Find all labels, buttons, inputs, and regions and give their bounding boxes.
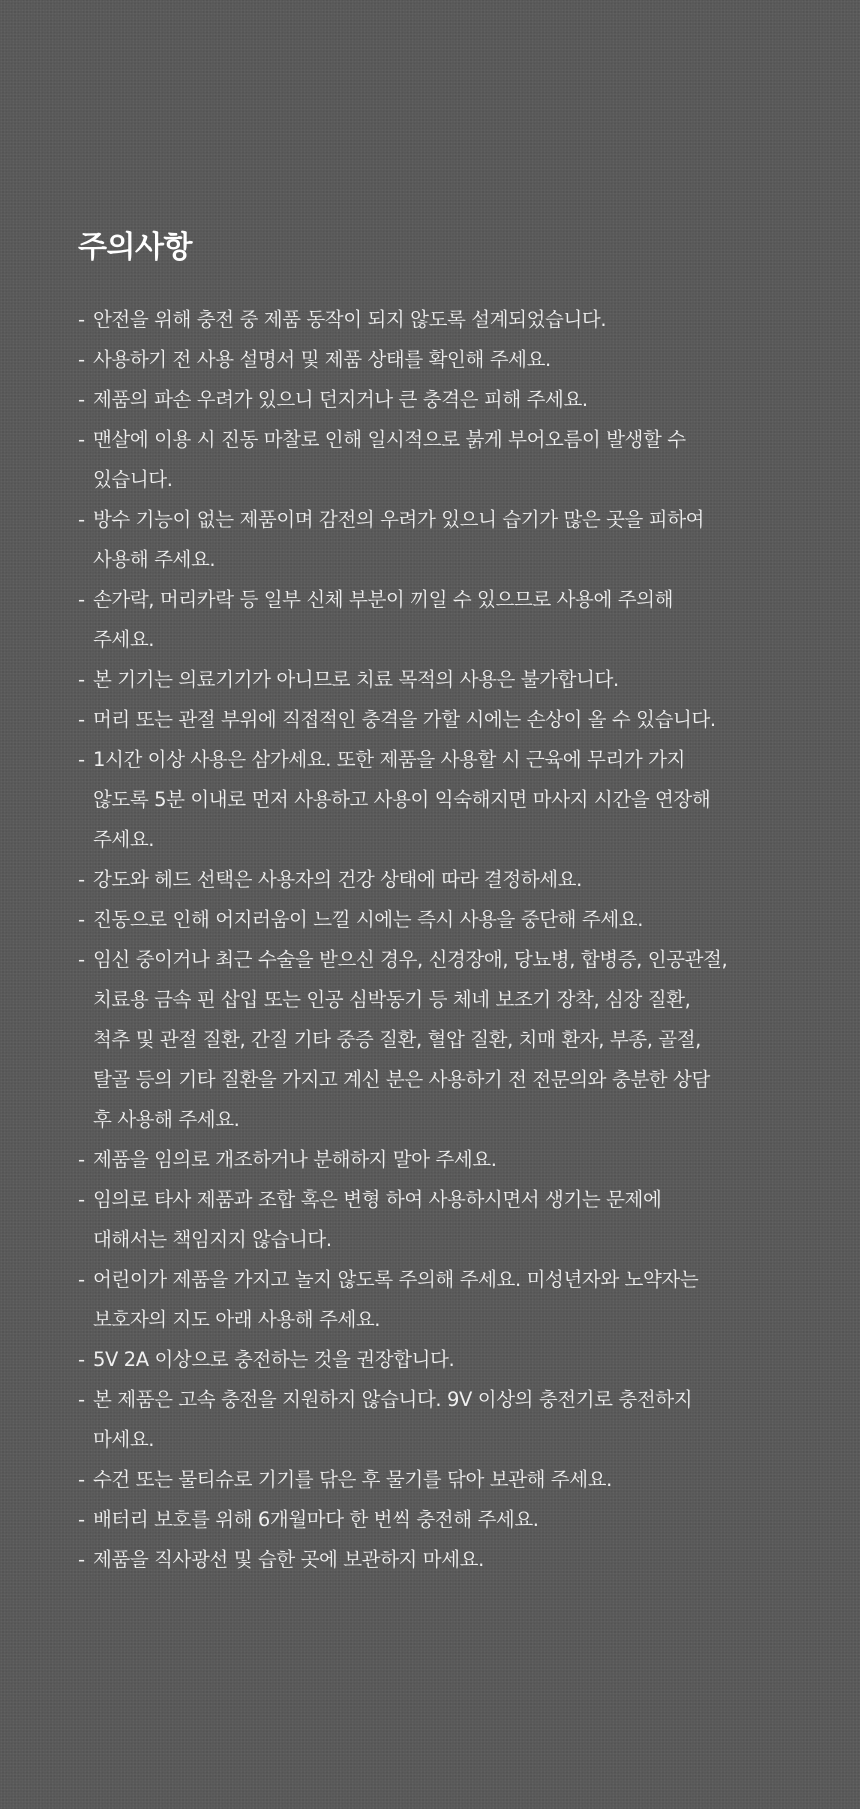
notice-text: 진동으로 인해 어지러움이 느낄 시에는 즉시 사용을 중단해 주세요.	[93, 908, 643, 931]
notice-item	[78, 1260, 798, 1340]
notice-text: 손가락, 머리카락 등 일부 신체 부분이 끼일 수 있으므로 사용에 주의해 주세요.	[93, 588, 674, 651]
notice-list	[78, 300, 798, 1580]
notice-title: 주의사항	[78, 230, 192, 265]
notice-item	[78, 740, 798, 860]
bullet-dash: -	[78, 588, 85, 611]
bullet-dash: -	[78, 948, 85, 971]
bullet-dash: -	[78, 1548, 85, 1571]
bullet-dash: -	[78, 348, 85, 371]
bullet-dash: -	[78, 308, 85, 331]
notice-text: 안전을 위해 충전 중 제품 동작이 되지 않도록 설계되었습니다.	[93, 308, 607, 331]
notice-item	[78, 580, 798, 660]
notice-text: 배터리 보호를 위해 6개월마다 한 번씩 충전해 주세요.	[93, 1508, 539, 1531]
bullet-dash: -	[78, 1188, 85, 1211]
bullet-dash: -	[78, 748, 85, 771]
notice-text: 어린이가 제품을 가지고 놀지 않도록 주의해 주세요. 미성년자와 노약자는 보호자의 지도 아래 사용해 주세요.	[93, 1268, 699, 1331]
notice-item	[78, 1140, 798, 1180]
notice-item	[78, 1540, 798, 1580]
notice-item	[78, 1460, 798, 1500]
notice-text: 제품을 직사광선 및 습한 곳에 보관하지 마세요.	[93, 1548, 484, 1571]
notice-text: 1시간 이상 사용은 삼가세요. 또한 제품을 사용할 시 근육에 무리가 가지 않도록 5분 이내로 먼저 사용하고 사용이 익숙해지면 마사지 시간을 연장해 주세요.	[93, 748, 711, 851]
bullet-dash: -	[78, 1348, 85, 1371]
notice-text: 임신 중이거나 최근 수술을 받으신 경우, 신경장애, 당뇨병, 합병증, 인공관절, 치료용 금속 핀 삽입 또는 인공 심박동기 등 체네 보조기 장착, 심장 질환, 척추 및 관절 질환, 간질 기타 중증 질환, 혈압 질환, 치매 환자, 부종, 골절, 탈골 등의 기타 질환을 가지고 계신 분은 사용하기 전 전문의와 충분한 상담 후 사용해 주세요.	[93, 948, 728, 1131]
notice-item	[78, 300, 798, 340]
notice-text: 제품의 파손 우려가 있으니 던지거나 큰 충격은 피해 주세요.	[93, 388, 588, 411]
notice-item	[78, 1380, 798, 1460]
notice-text: 방수 기능이 없는 제품이며 감전의 우려가 있으니 습기가 많은 곳을 피하여 사용해 주세요.	[93, 508, 705, 571]
bullet-dash: -	[78, 908, 85, 931]
notice-text: 수건 또는 물티슈로 기기를 닦은 후 물기를 닦아 보관해 주세요.	[93, 1468, 612, 1491]
notice-text: 맨살에 이용 시 진동 마찰로 인해 일시적으로 붉게 부어오름이 발생할 수 있습니다.	[93, 428, 686, 491]
notice-item	[78, 860, 798, 900]
notice-text: 본 기기는 의료기기가 아니므로 치료 목적의 사용은 불가합니다.	[93, 668, 619, 691]
bullet-dash: -	[78, 1268, 85, 1291]
notice-item	[78, 1500, 798, 1540]
notice-text: 제품을 임의로 개조하거나 분해하지 말아 주세요.	[93, 1148, 497, 1171]
notice-text: 강도와 헤드 선택은 사용자의 건강 상태에 따라 결정하세요.	[93, 868, 582, 891]
notice-item	[78, 660, 798, 700]
bullet-dash: -	[78, 708, 85, 731]
bullet-dash: -	[78, 508, 85, 531]
notice-item	[78, 500, 798, 580]
notice-text: 임의로 타사 제품과 조합 혹은 변형 하여 사용하시면서 생기는 문제에 대해서는 책임지지 않습니다.	[93, 1188, 662, 1251]
notice-text: 본 제품은 고속 충전을 지원하지 않습니다. 9V 이상의 충전기로 충전하지 마세요.	[93, 1388, 693, 1451]
bullet-dash: -	[78, 868, 85, 891]
bullet-dash: -	[78, 428, 85, 451]
notice-item	[78, 420, 798, 500]
bullet-dash: -	[78, 1388, 85, 1411]
notice-item	[78, 1180, 798, 1260]
notice-item	[78, 380, 798, 420]
notice-item	[78, 700, 798, 740]
notice-item	[78, 940, 798, 1140]
bullet-dash: -	[78, 1468, 85, 1491]
notice-text: 사용하기 전 사용 설명서 및 제품 상태를 확인해 주세요.	[93, 348, 551, 371]
notice-text: 머리 또는 관절 부위에 직접적인 충격을 가할 시에는 손상이 올 수 있습니다.	[93, 708, 716, 731]
notice-item	[78, 340, 798, 380]
notice-item	[78, 900, 798, 940]
bullet-dash: -	[78, 1508, 85, 1531]
notice-item	[78, 1340, 798, 1380]
bullet-dash: -	[78, 1148, 85, 1171]
bullet-dash: -	[78, 388, 85, 411]
notice-section	[78, 226, 798, 1580]
notice-text: 5V 2A 이상으로 충전하는 것을 권장합니다.	[93, 1348, 455, 1371]
bullet-dash: -	[78, 668, 85, 691]
